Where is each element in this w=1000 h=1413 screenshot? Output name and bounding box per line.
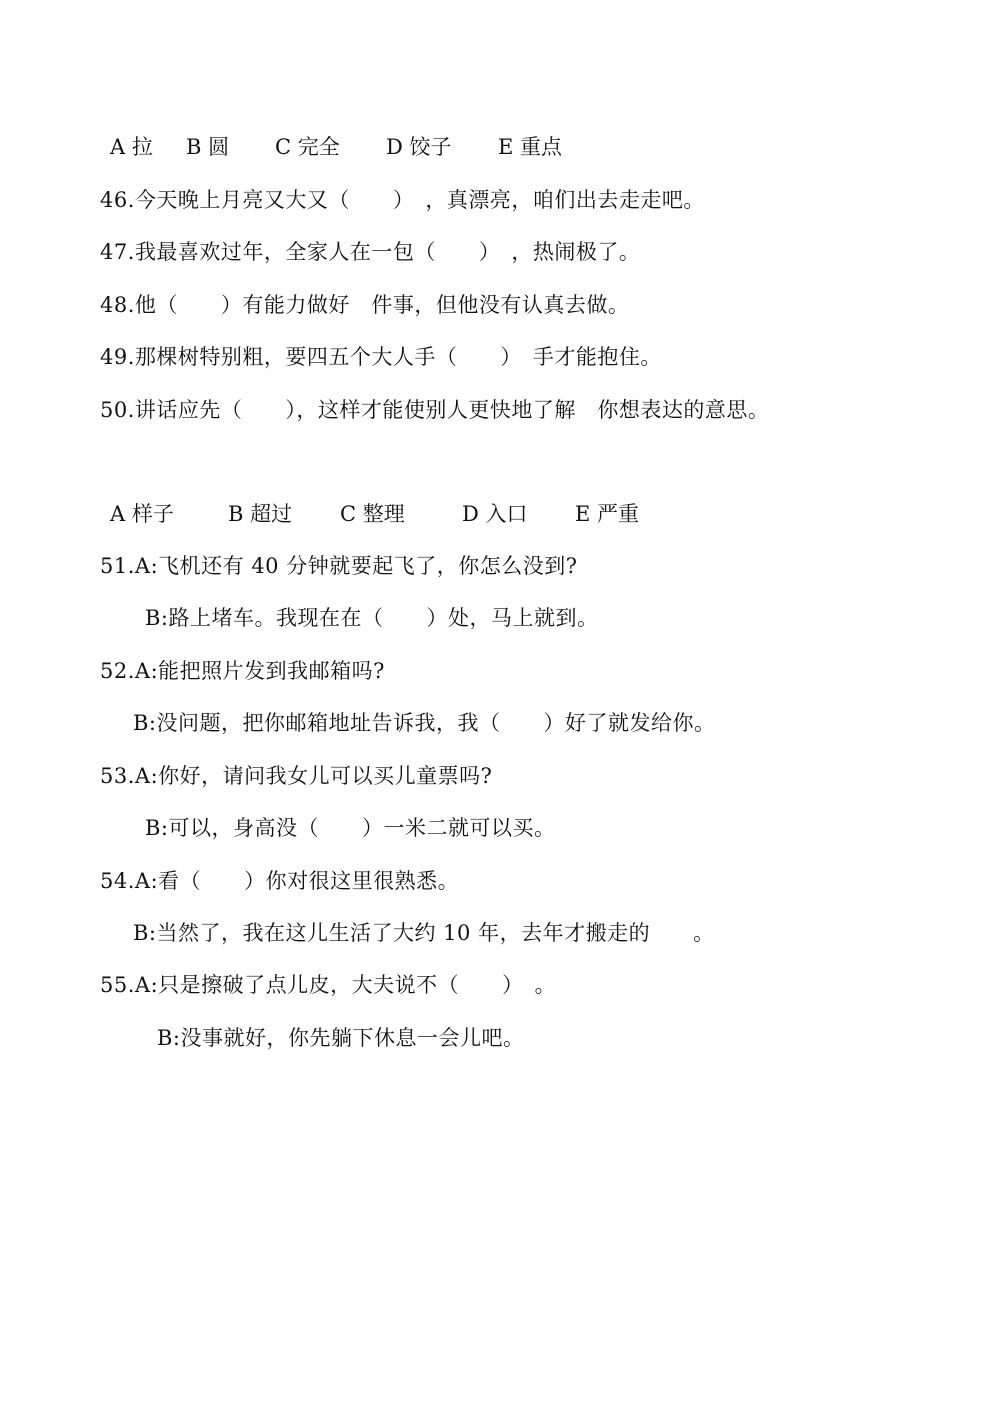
question-52-a: 52.A:能把照片发到我邮箱吗? (100, 659, 385, 683)
question-52-b: B:没问题，把你邮箱地址告诉我，我（ ）好了就发给你。 (133, 711, 716, 735)
option-list-1 (0, 133, 1000, 161)
option-b: B 圆 (186, 135, 230, 159)
question-47: 47.我最喜欢过年，全家人在一包（ ） ，热闹极了。 (100, 240, 641, 264)
option-b: B 超过 (228, 502, 293, 526)
option-a: A 拉 (110, 135, 153, 159)
question-46: 46.今天晚上月亮又大又（ ） ，真漂亮，咱们出去走走吧。 (100, 188, 705, 212)
question-54-b: B:当然了，我在这儿生活了大约 10 年，去年才搬走的 。 (133, 921, 715, 945)
option-e: E 重点 (498, 135, 563, 159)
question-55-a: 55.A:只是擦破了点儿皮，大夫说不（ ） 。 (100, 973, 557, 997)
option-d: D 入口 (462, 502, 528, 526)
option-e: E 严重 (575, 502, 640, 526)
question-51-a: 51.A:飞机还有 40 分钟就要起飞了，你怎么没到? (100, 554, 578, 578)
question-55-b: B:没事就好，你先躺下休息一会儿吧。 (157, 1026, 525, 1050)
option-c: C 整理 (340, 502, 405, 526)
question-53-b: B:可以，身高没（ ）一米二就可以买。 (145, 816, 556, 840)
option-c: C 完全 (275, 135, 340, 159)
question-49: 49.那棵树特别粗，要四五个大人手（ ） 手才能抱住。 (100, 345, 662, 369)
question-54-a: 54.A:看（ ）你对很这里很熟悉。 (100, 869, 460, 893)
question-50: 50.讲话应先（ ），这样才能使别人更快地了解 你想表达的意思。 (100, 398, 770, 422)
option-list-2 (0, 500, 1000, 528)
question-48: 48.他（ ）有能力做好 件事，但他没有认真去做。 (100, 293, 630, 317)
option-d: D 饺子 (386, 135, 452, 159)
option-a: A 样子 (110, 502, 174, 526)
question-53-a: 53.A:你好，请问我女儿可以买儿童票吗? (100, 764, 493, 788)
question-51-b: B:路上堵车。我现在在（ ）处，马上就到。 (145, 606, 599, 630)
